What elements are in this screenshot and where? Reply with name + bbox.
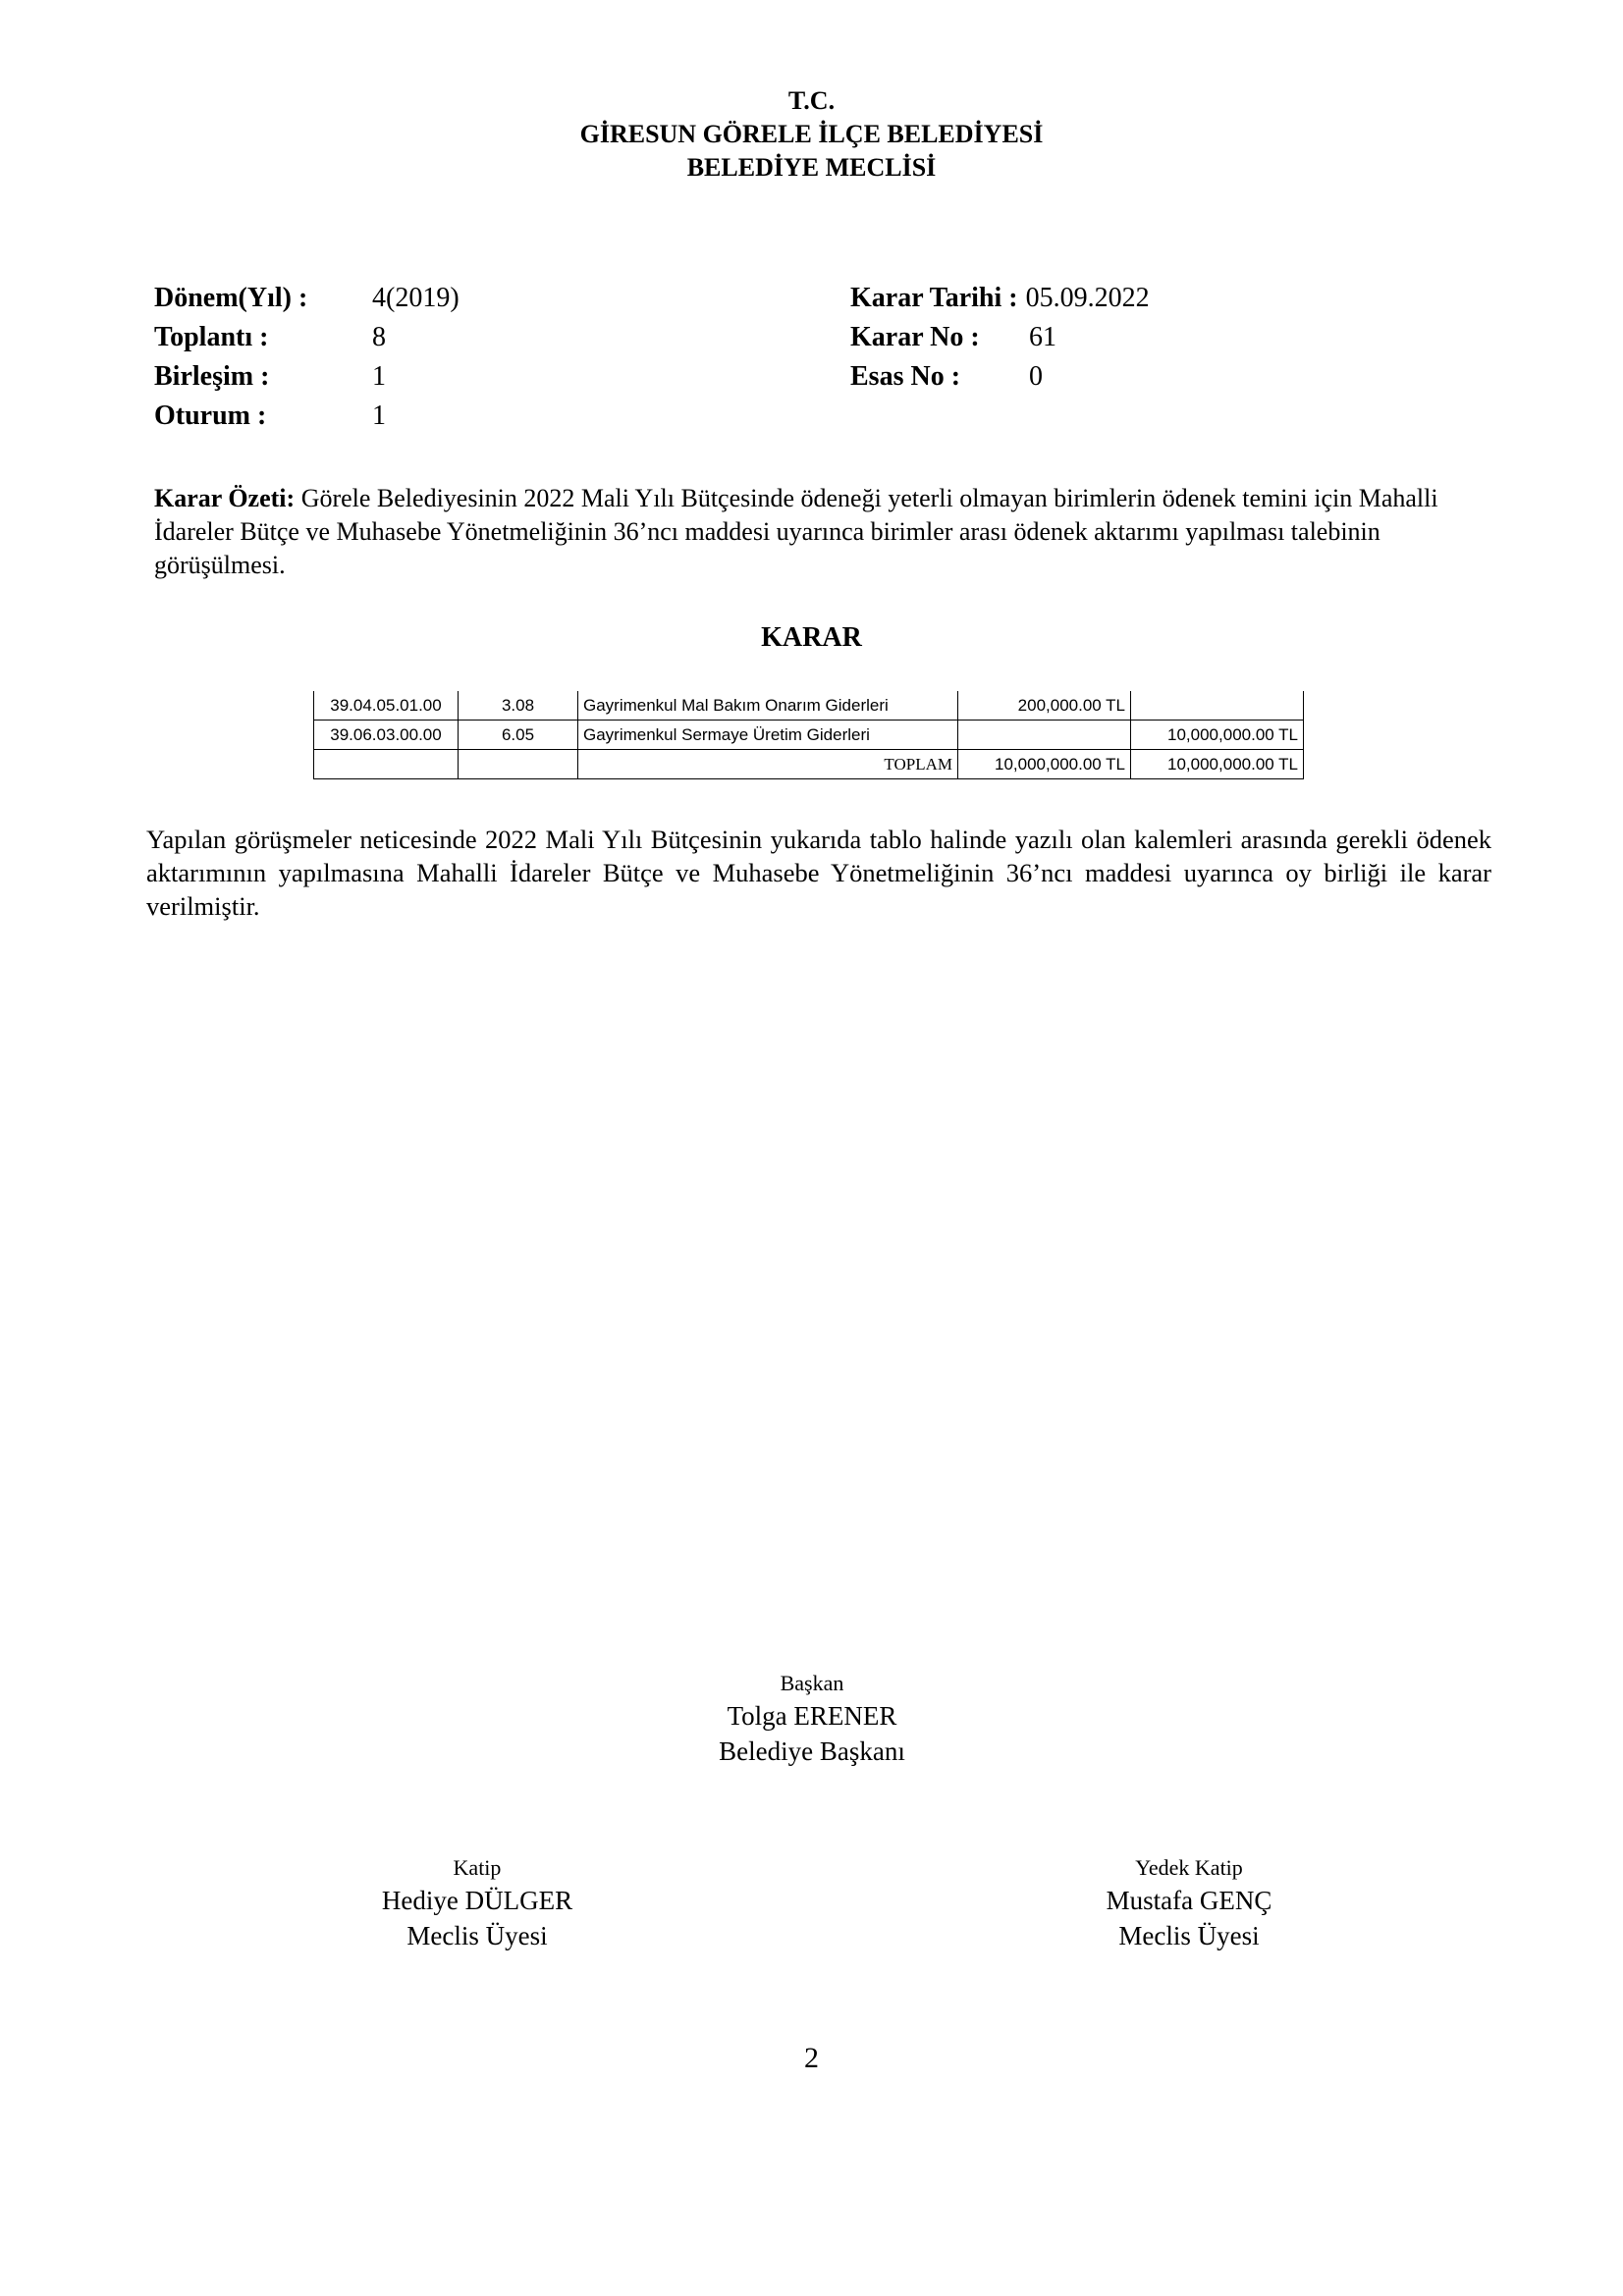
meta-value: 05.09.2022 — [1025, 283, 1150, 313]
meta-value: 61 — [1029, 322, 1056, 352]
meta-label: Oturum : — [154, 400, 267, 431]
meta-label: Dönem(Yıl) : — [154, 283, 308, 313]
cell-total-label: TOPLAM — [578, 750, 958, 779]
header-line-municipality: GİRESUN GÖRELE İLÇE BELEDİYESİ — [579, 120, 1044, 148]
meta-row-toplanti — [154, 318, 460, 357]
signature-role: Katip — [453, 1855, 502, 1880]
meta-row-donem — [154, 279, 460, 318]
cell-code: 39.04.05.01.00 — [314, 691, 459, 721]
page-number: 2 — [804, 2042, 819, 2074]
meta-row-esas-no — [850, 357, 1150, 397]
header-line-tc: T.C. — [787, 86, 836, 115]
signature-chair — [616, 1669, 1008, 1769]
summary-text: Görele Belediyesinin 2022 Mali Yılı Bütçesinde ödeneği yeterli olmayan birimlerin ödenek temini için Mahalli İdareler Bütçe ve Muhasebe Yönetmeliğinin 36’ncı maddesi uyarınca birimler arası ödenek aktarımı yapılması talebinin görüşülmesi. — [154, 484, 1438, 579]
table-row — [314, 691, 1304, 721]
meta-left-block — [154, 279, 460, 436]
meta-row-birlesim — [154, 357, 460, 397]
signature-role: Başkan — [780, 1671, 844, 1695]
signature-name: Mustafa GENÇ — [1106, 1886, 1272, 1915]
meta-right-block — [850, 279, 1150, 397]
signature-clerk — [281, 1853, 674, 1953]
meta-value: 4(2019) — [372, 283, 460, 313]
cell-empty — [314, 750, 459, 779]
cell-empty — [459, 750, 578, 779]
meta-value: 1 — [372, 400, 386, 431]
cell-code: 39.06.03.00.00 — [314, 721, 459, 750]
meta-row-karar-no — [850, 318, 1150, 357]
decision-title: KARAR — [761, 622, 862, 653]
budget-transfer-table — [313, 691, 1304, 779]
signature-title: Belediye Başkanı — [719, 1736, 905, 1766]
cell-amount-out: 200,000.00 TL — [958, 691, 1131, 721]
cell-amount-out — [958, 721, 1131, 750]
meta-value: 8 — [372, 322, 386, 352]
table-row — [314, 721, 1304, 750]
document-header — [0, 84, 1623, 185]
signature-title: Meclis Üyesi — [1118, 1921, 1260, 1950]
cell-eco: 3.08 — [459, 691, 578, 721]
meta-label: Birleşim : — [154, 361, 270, 392]
table-total-row — [314, 750, 1304, 779]
decision-summary — [154, 482, 1489, 582]
cell-amount-in — [1131, 691, 1304, 721]
header-line-council: BELEDİYE MECLİSİ — [686, 153, 937, 182]
meta-label: Toplantı : — [154, 322, 269, 352]
signature-role: Yedek Katip — [1135, 1855, 1243, 1880]
signature-title: Meclis Üyesi — [406, 1921, 548, 1950]
signature-name: Tolga ERENER — [727, 1701, 897, 1731]
signature-deputy-clerk — [993, 1853, 1385, 1953]
cell-desc: Gayrimenkul Sermaye Üretim Giderleri — [578, 721, 958, 750]
meta-label: Esas No : — [850, 361, 961, 392]
cell-amount-in: 10,000,000.00 TL — [1131, 721, 1304, 750]
meta-row-karar-tarihi — [850, 279, 1150, 318]
meta-row-oturum — [154, 397, 460, 436]
cell-eco: 6.05 — [459, 721, 578, 750]
cell-total-out: 10,000,000.00 TL — [958, 750, 1131, 779]
decision-body-text: Yapılan görüşmeler neticesinde 2022 Mali Yılı Bütçesinin yukarıda tablo halinde yazılı olan kalemleri arasında gerekli ödenek aktarımının yapılmasına Mahalli İdareler Bütçe ve Muhasebe Yönetmeliğinin 36’ncı maddesi uyarınca oy birliği ile karar verilmiştir. — [146, 825, 1491, 921]
signature-name: Hediye DÜLGER — [381, 1886, 573, 1915]
summary-label: Karar Özeti: — [154, 484, 296, 512]
meta-label: Karar No : — [850, 322, 980, 352]
meta-value: 0 — [1029, 361, 1043, 392]
meta-value: 1 — [372, 361, 386, 392]
cell-desc: Gayrimenkul Mal Bakım Onarım Giderleri — [578, 691, 958, 721]
meta-label: Karar Tarihi : — [850, 283, 1018, 313]
cell-total-in: 10,000,000.00 TL — [1131, 750, 1304, 779]
